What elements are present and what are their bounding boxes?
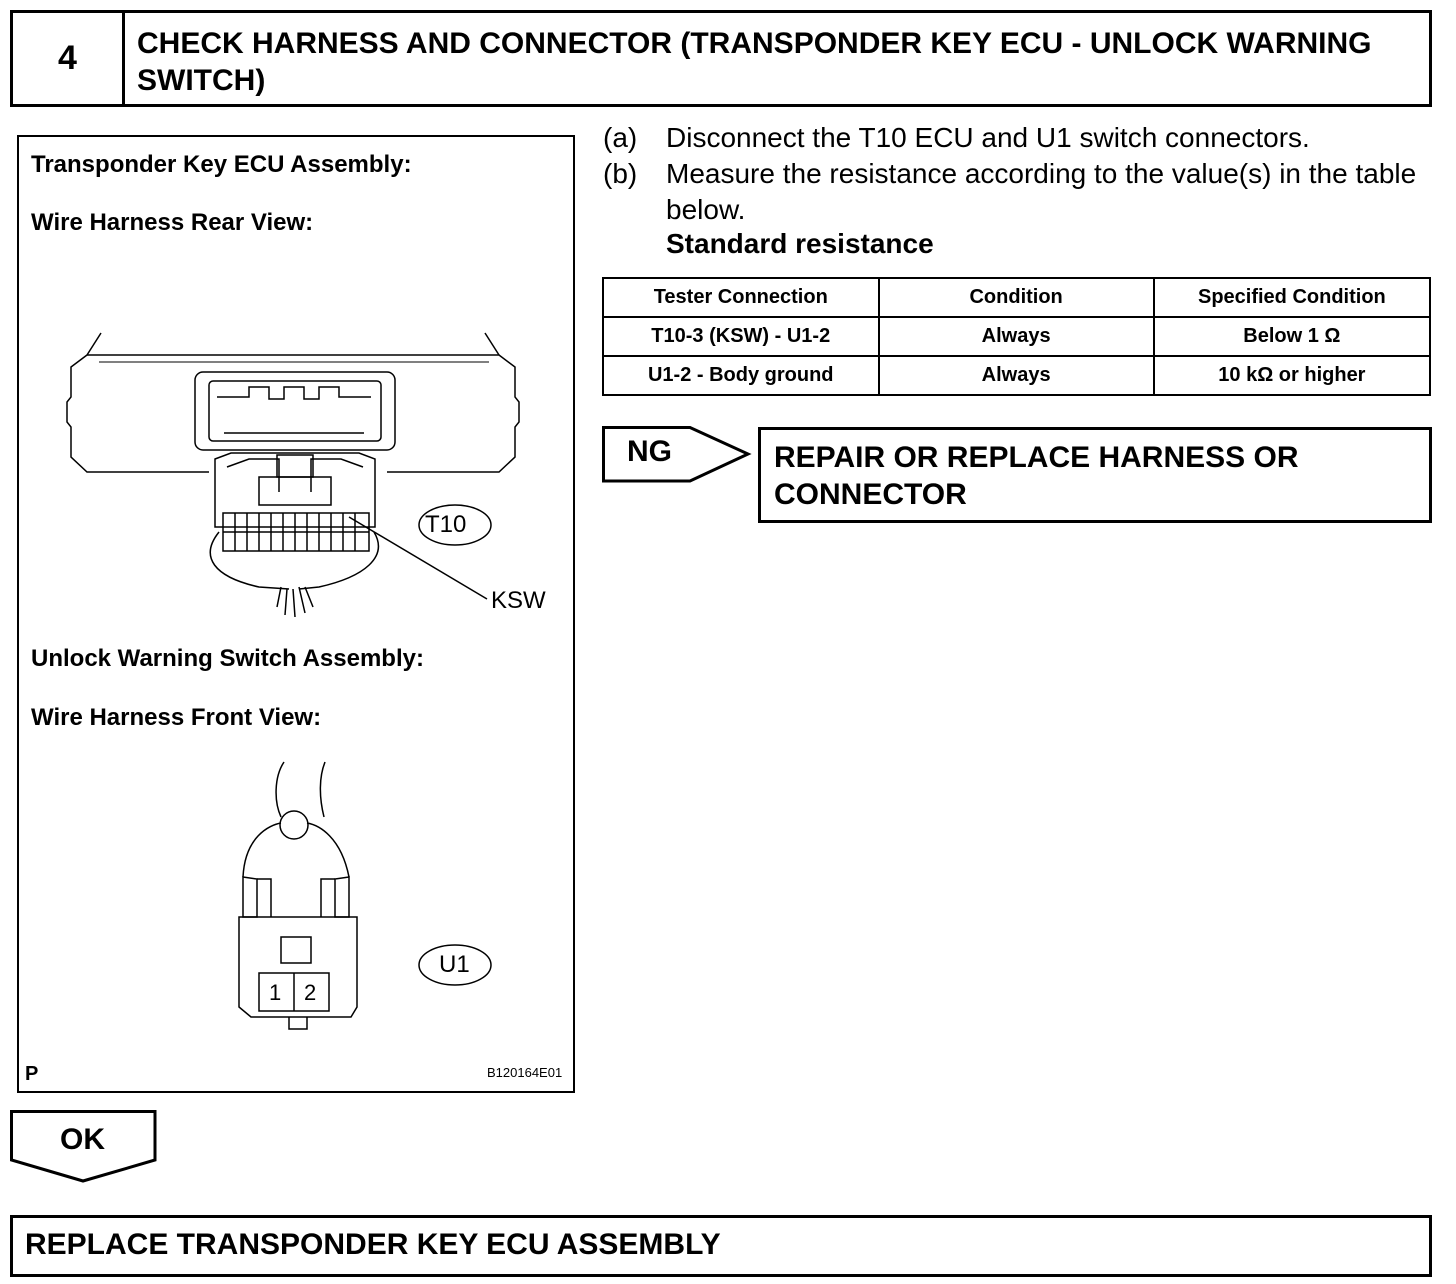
table-header-row bbox=[603, 278, 1430, 317]
connector-illustration bbox=[19, 137, 573, 1091]
instruction-a bbox=[603, 120, 1433, 160]
corner-mark: P bbox=[25, 1063, 39, 1085]
ok-arrow bbox=[10, 1110, 158, 1184]
connector-figure bbox=[17, 135, 575, 1093]
ecu-body-edge bbox=[87, 333, 101, 355]
figure-id: B120164E01 bbox=[487, 1065, 563, 1080]
instruction-a-text: Disconnect the T10 ECU and U1 switch connectors. bbox=[666, 122, 1310, 153]
table-cell: U1-2 - Body ground bbox=[603, 356, 879, 395]
table-row bbox=[603, 317, 1430, 356]
step-header bbox=[10, 10, 1432, 107]
ng-arrow-shape bbox=[602, 426, 752, 484]
u1-lock bbox=[281, 937, 311, 963]
u1-wire bbox=[320, 762, 325, 817]
pin-1-label: 1 bbox=[269, 980, 282, 1005]
u1-tag: U1 bbox=[439, 951, 470, 978]
harness-wire bbox=[210, 532, 289, 589]
table-cell: Always bbox=[879, 356, 1154, 395]
switch-assembly-label: Unlock Warning Switch Assembly: bbox=[31, 645, 424, 672]
u1-connector-body bbox=[239, 917, 357, 1017]
instruction-b-label: (b) bbox=[603, 158, 638, 189]
t10-tag: T10 bbox=[425, 511, 467, 538]
step-title: CHECK HARNESS AND CONNECTOR (TRANSPONDER KEY ECU - UNLOCK WARNING SWITCH) bbox=[137, 27, 1372, 97]
instruction-b-text: Measure the resistance according to the value(s) in the table below. bbox=[666, 158, 1417, 225]
u1-boot bbox=[243, 823, 349, 877]
pin-2-label: 2 bbox=[304, 980, 317, 1005]
ksw-tag: KSW bbox=[491, 587, 546, 614]
ok-label: OK bbox=[60, 1123, 105, 1156]
ecu-assembly-label: Transponder Key ECU Assembly: bbox=[31, 151, 412, 178]
instruction-a-label: (a) bbox=[603, 122, 638, 153]
final-action-box: REPLACE TRANSPONDER KEY ECU ASSEMBLY bbox=[10, 1215, 1432, 1277]
column-header: Specified Condition bbox=[1154, 278, 1430, 317]
t10-lock-tab bbox=[259, 477, 331, 505]
ng-arrow bbox=[602, 426, 752, 484]
ecu-socket-inner bbox=[209, 381, 381, 441]
instruction-b bbox=[603, 156, 1433, 232]
column-header: Condition bbox=[879, 278, 1154, 317]
resistance-table bbox=[602, 277, 1431, 396]
u1-wire bbox=[276, 762, 284, 817]
ecu-body-outline bbox=[67, 355, 209, 472]
step-number: 4 bbox=[13, 13, 125, 104]
ng-action-box: REPAIR OR REPLACE HARNESS OR CONNECTOR bbox=[758, 427, 1432, 523]
table-cell: T10-3 (KSW) - U1-2 bbox=[603, 317, 879, 356]
table-cell: Always bbox=[879, 317, 1154, 356]
ecu-socket-outer bbox=[195, 372, 395, 450]
standard-resistance-heading: Standard resistance bbox=[666, 228, 934, 259]
table-row bbox=[603, 356, 1430, 395]
ecu-view-label: Wire Harness Rear View: bbox=[31, 209, 314, 236]
harness-wire bbox=[299, 532, 378, 589]
column-header: Tester Connection bbox=[603, 278, 879, 317]
switch-view-label: Wire Harness Front View: bbox=[31, 704, 322, 731]
ng-label: NG bbox=[627, 435, 672, 468]
table-cell: Below 1 Ω bbox=[1154, 317, 1430, 356]
table-cell: 10 kΩ or higher bbox=[1154, 356, 1430, 395]
u1-boot-knob bbox=[280, 811, 308, 839]
ecu-body-edge bbox=[485, 333, 499, 355]
